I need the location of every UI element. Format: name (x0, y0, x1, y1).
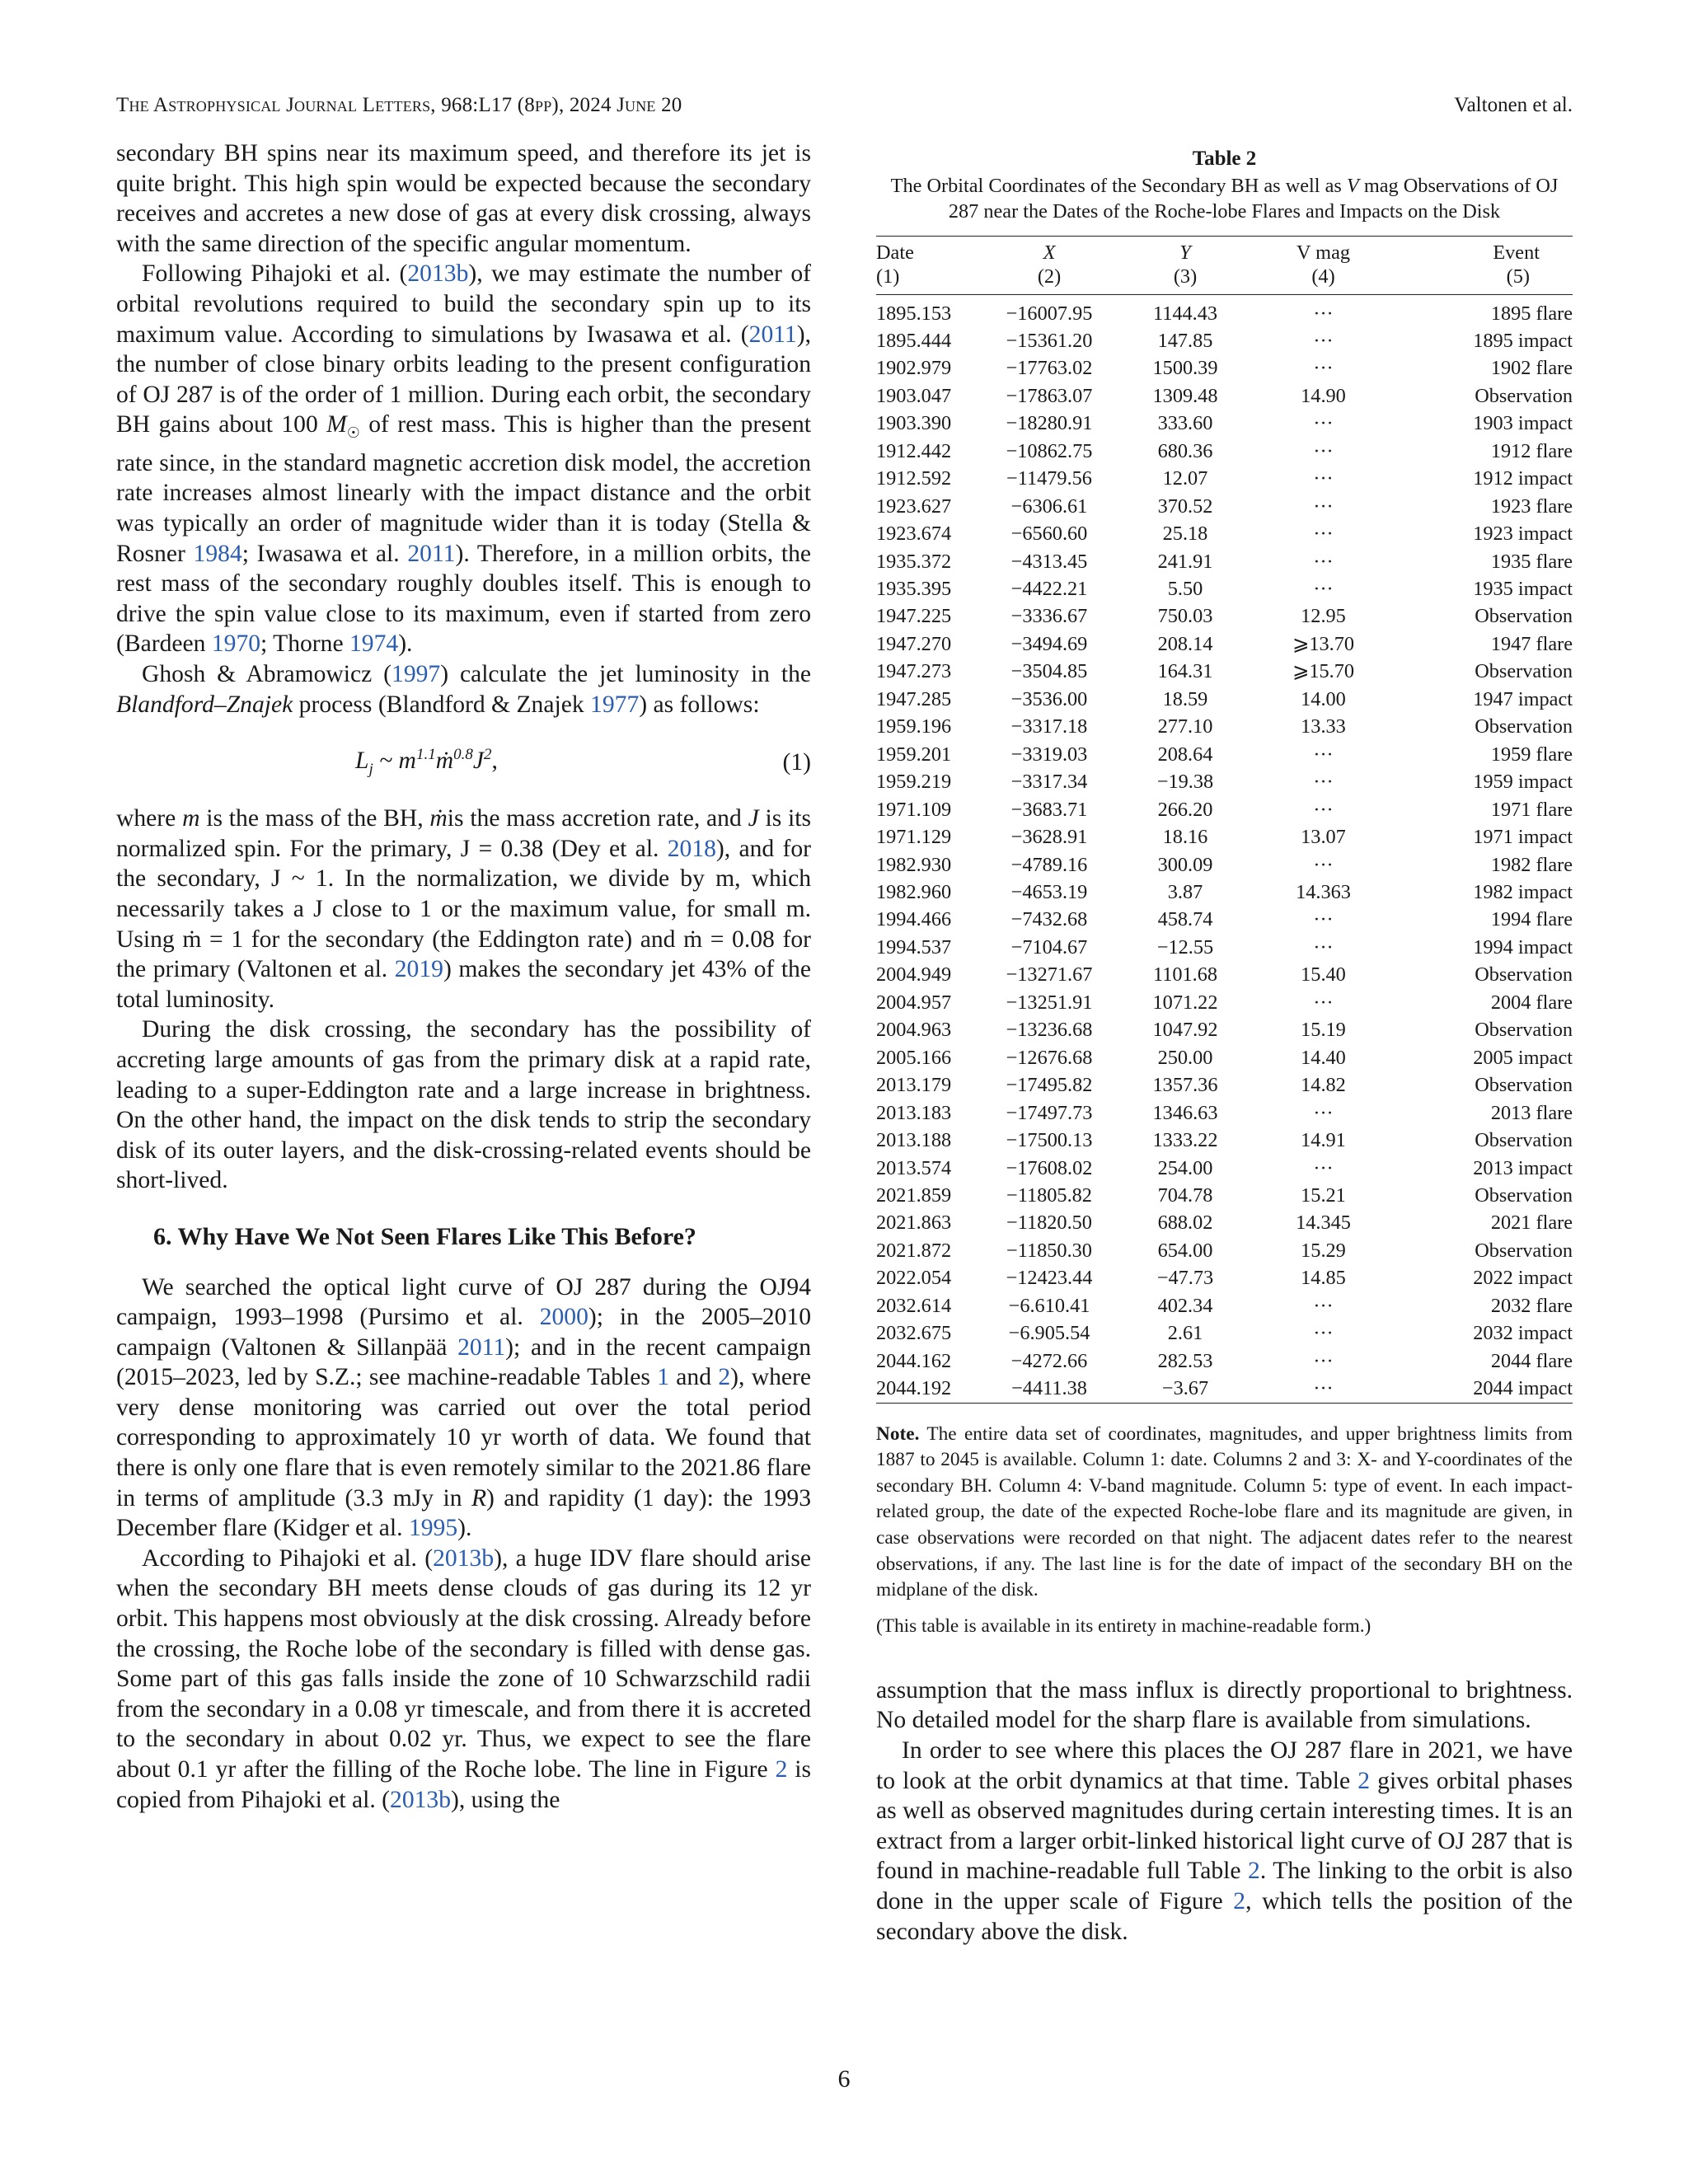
cell-x: −3317.18 (1010, 715, 1088, 738)
table-row (876, 934, 1573, 961)
cell-vmag: ··· (1313, 550, 1334, 573)
cell-event: Observation (1475, 1239, 1573, 1262)
table-row (876, 465, 1573, 492)
cell-event: Observation (1475, 1129, 1573, 1152)
citation-link[interactable]: 2019 (394, 956, 443, 983)
column-number: (2) (1037, 265, 1062, 288)
cell-x: −17608.02 (1006, 1156, 1093, 1179)
left-column (116, 138, 811, 1815)
cell-y: 1309.48 (1152, 384, 1218, 407)
cell-date: 2004.949 (876, 963, 952, 987)
citation-link[interactable]: 1984 (193, 540, 242, 567)
cell-y: 750.03 (1157, 605, 1213, 628)
cell-event: 1935 flare (1490, 550, 1573, 573)
cell-vmag: ··· (1313, 1322, 1334, 1345)
table-row (876, 906, 1573, 933)
cell-vmag: 14.40 (1301, 1046, 1346, 1069)
cell-event: Observation (1475, 660, 1573, 683)
table-row (876, 295, 1573, 327)
cell-date: 1895.444 (876, 329, 952, 352)
cell-date: 1947.225 (876, 605, 952, 628)
table-row (876, 796, 1573, 823)
cell-x: −6.610.41 (1008, 1294, 1090, 1317)
cell-date: 2032.675 (876, 1322, 952, 1345)
table-body (876, 295, 1573, 1403)
cell-date: 1971.109 (876, 798, 952, 821)
table-row (876, 438, 1573, 465)
table-row (876, 686, 1573, 713)
cell-event: 1935 impact (1473, 578, 1573, 601)
table-link[interactable]: 2 (1248, 1858, 1260, 1885)
cell-date: 2004.957 (876, 991, 952, 1014)
cell-x: −10862.75 (1006, 439, 1093, 462)
cell-event: 2013 flare (1490, 1101, 1573, 1124)
cell-vmag: 15.21 (1301, 1184, 1346, 1207)
cell-x: −16007.95 (1006, 302, 1093, 325)
paragraph: We searched the optical light curve of OJ 287 during the OJ94 campaign, 1993–1998 (Pursimo et al. 2000); in the 2005–2010 campaign (Valtonen & Sillanpää 2011); and in the recent campaign (2015–2023, led by S.Z.; see machine-readable Tables 1 and 2), where very dense monitoring was carried out over the total period corresponding to approximately 10 yr worth of data. We found that there is only one flare that is even remotely similar to the 2021.86 flare in terms of amplitude (3.3 mJy in R) and rapidity (1 day): the 1993 December flare (Kidger et al. 1995). (116, 1273, 811, 1542)
cell-y: 1500.39 (1152, 357, 1218, 380)
right-body-text (876, 1675, 1573, 1947)
paragraph: In order to see where this places the OJ 287 flare in 2021, we have to look at the orbit dynamics at that time. Table 2 gives orbital phases as well as observed magnitudes during certain interesting times. It is an extract from a larger orbit-linked historical light curve of OJ 287 that is found in machine-readable full Table 2. The linking to the orbit is also done in the upper scale of Figure 2, which tells the position of the secondary above the disk. (876, 1736, 1573, 1945)
cell-x: −17500.13 (1006, 1129, 1093, 1152)
cell-y: 654.00 (1157, 1239, 1213, 1262)
cell-x: −12676.68 (1006, 1046, 1093, 1069)
table-bottom-rule (876, 1403, 1573, 1404)
cell-y: 282.53 (1157, 1349, 1213, 1372)
cell-event: Observation (1475, 1074, 1573, 1097)
cell-y: 370.52 (1157, 494, 1213, 518)
cell-y: 1346.63 (1152, 1101, 1218, 1124)
cell-y: −12.55 (1156, 935, 1214, 958)
cell-y: 5.50 (1167, 578, 1203, 601)
paragraph: Ghosh & Abramowicz (1997) calculate the jet luminosity in the Blandford–Znajek process (Blandford & Znajek 1977) as follows: (116, 661, 812, 718)
cell-event: 1902 flare (1490, 357, 1573, 380)
table-row (876, 823, 1573, 851)
cell-vmag: ··· (1313, 798, 1334, 821)
cell-vmag: 14.00 (1301, 687, 1346, 710)
cell-vmag: ··· (1313, 467, 1334, 490)
table-link[interactable]: 2 (1357, 1767, 1371, 1794)
cell-vmag: ··· (1313, 578, 1334, 601)
cell-x: −13251.91 (1006, 991, 1093, 1014)
column-number: (5) (1506, 265, 1530, 288)
paragraph: where m is the mass of the BH, ṁis the mass accretion rate, and J is its normalized spin. For the primary, J = 0.38 (Dey et al. 2018), and for the secondary, J ~ 1. In the normalization, we divide by m, which necessarily takes a J close to 1 or the maximum value, for small m. Using ṁ = 1 for the secondary (the Eddington rate) and ṁ = 0.08 for the primary (Valtonen et al. 2019) makes the secondary jet 43% of the total luminosity. (116, 805, 811, 1013)
cell-vmag: ··· (1313, 935, 1334, 958)
table-title: Table 2 (1192, 148, 1257, 170)
cell-date: 2013.188 (876, 1129, 952, 1152)
cell-x: −11850.30 (1006, 1239, 1092, 1262)
table-row (876, 1209, 1573, 1236)
cell-event: 1959 flare (1490, 743, 1573, 766)
cell-vmag: ⩾15.70 (1292, 660, 1355, 683)
cell-vmag: ⩾13.70 (1292, 632, 1355, 655)
cell-y: 1333.22 (1152, 1129, 1218, 1152)
equation-1 (116, 738, 811, 787)
cell-event: 1912 flare (1490, 439, 1573, 462)
column-header-event: Event (1493, 241, 1540, 264)
cell-vmag: 14.91 (1301, 1129, 1346, 1152)
cell-event: 1982 flare (1490, 853, 1573, 876)
table-row (876, 602, 1573, 630)
citation-link[interactable]: 2011 (748, 321, 797, 348)
cell-vmag: ··· (1313, 771, 1334, 794)
cell-event: 1982 impact (1473, 881, 1573, 904)
citation-link[interactable]: 1977 (590, 691, 640, 718)
cell-event: 1895 flare (1490, 302, 1573, 325)
running-header-journal: The Astrophysical Journal Letters, 968:L17 (8pp), 2024 June 20 (116, 94, 682, 116)
cell-event: Observation (1475, 1184, 1573, 1207)
cell-y: 241.91 (1157, 550, 1213, 573)
cell-event: 1971 impact (1473, 826, 1573, 849)
cell-date: 1935.395 (876, 578, 952, 601)
cell-date: 1959.201 (876, 743, 952, 766)
table-row (876, 768, 1573, 795)
table-link[interactable]: 1 (657, 1364, 669, 1391)
cell-event: 2013 impact (1473, 1156, 1573, 1179)
cell-event: Observation (1475, 715, 1573, 738)
column-header-date: Date (876, 241, 914, 264)
page-number: 6 (837, 2065, 851, 2093)
citation-link[interactable]: 2018 (667, 835, 716, 862)
cell-event: 1903 impact (1473, 412, 1573, 435)
cell-x: −3628.91 (1010, 826, 1088, 849)
cell-x: −4272.66 (1010, 1349, 1088, 1372)
cell-x: −12423.44 (1006, 1267, 1093, 1290)
table-row (876, 354, 1573, 382)
cell-x: −4422.21 (1010, 578, 1088, 601)
cell-date: 1982.930 (876, 853, 952, 876)
cell-vmag: 13.33 (1301, 715, 1346, 738)
cell-event: 1947 flare (1490, 632, 1573, 655)
cell-y: 3.87 (1167, 881, 1203, 904)
cell-date: 1971.129 (876, 826, 952, 849)
column-header-x: X (1043, 241, 1056, 264)
cell-y: 458.74 (1157, 908, 1213, 931)
right-column (876, 147, 1573, 1947)
cell-x: −11479.56 (1006, 467, 1092, 490)
cell-x: −17495.82 (1006, 1074, 1093, 1097)
cell-vmag: ··· (1313, 439, 1334, 462)
cell-date: 2044.192 (876, 1377, 952, 1400)
cell-vmag: 14.90 (1301, 384, 1346, 407)
cell-event: 2022 impact (1473, 1267, 1573, 1290)
cell-event: Observation (1475, 963, 1573, 987)
citation-link[interactable]: 2013b (433, 1544, 495, 1572)
table-row (876, 989, 1573, 1016)
table-row (876, 1237, 1573, 1264)
table-row (876, 1347, 1573, 1375)
table-note: Note. The entire data set of coordinates, magnitudes, and upper brightness limits from 1887 to 2045 is available. Column 1: date. Columns 2 and 3: X- and Y-coordinates of the secondary BH. Column 4: V-band magnitude. Column 5: type of event. In each impact-related group, the date of the expected Roche-lobe flare and its magnitude are given, in case observations were recorded on that night. The adjacent dates refer to the nearest observations, if any. The last line is for the date of impact of the secondary BH on the midplane of the disk. (876, 1422, 1573, 1601)
cell-date: 2032.614 (876, 1294, 952, 1317)
cell-x: −3683.71 (1010, 798, 1088, 821)
cell-event: 1923 flare (1490, 494, 1573, 518)
cell-y: 1101.68 (1152, 963, 1218, 987)
cell-x: −3536.00 (1010, 687, 1088, 710)
cell-y: −3.67 (1161, 1377, 1209, 1400)
cell-date: 1947.273 (876, 660, 952, 683)
cell-x: −15361.20 (1006, 329, 1093, 352)
cell-vmag: 12.95 (1301, 605, 1346, 628)
table-row (876, 1016, 1573, 1043)
cell-vmag: 14.363 (1296, 881, 1351, 904)
cell-vmag: ··· (1313, 1349, 1334, 1372)
cell-y: 277.10 (1157, 715, 1213, 738)
cell-x: −6306.61 (1010, 494, 1088, 518)
cell-x: −13271.67 (1006, 963, 1093, 987)
table-row (876, 1375, 1573, 1402)
cell-vmag: ··· (1313, 523, 1334, 546)
citation-link[interactable]: 1995 (408, 1515, 458, 1542)
cell-y: 300.09 (1157, 853, 1213, 876)
table-row (876, 1127, 1573, 1154)
cell-y: 164.31 (1157, 660, 1213, 683)
cell-vmag: ··· (1313, 302, 1334, 325)
table-row (876, 658, 1573, 685)
cell-y: 12.07 (1162, 467, 1208, 490)
cell-date: 2021.863 (876, 1212, 952, 1235)
cell-y: 402.34 (1157, 1294, 1213, 1317)
cell-event: 2032 flare (1490, 1294, 1573, 1317)
cell-date: 2021.872 (876, 1239, 952, 1262)
cell-date: 1994.537 (876, 935, 952, 958)
table-link[interactable]: 2 (718, 1364, 731, 1391)
cell-date: 1902.979 (876, 357, 952, 380)
cell-y: 2.61 (1167, 1322, 1203, 1345)
cell-vmag: ··· (1313, 494, 1334, 518)
citation-link[interactable]: 2011 (457, 1333, 506, 1361)
cell-event: 2032 impact (1473, 1322, 1573, 1345)
cell-event: Observation (1475, 384, 1573, 407)
citation-link[interactable]: 2000 (539, 1304, 588, 1331)
cell-x: −4411.38 (1011, 1377, 1087, 1400)
cell-x: −11820.50 (1006, 1212, 1092, 1235)
cell-event: Observation (1475, 1019, 1573, 1042)
table-row (876, 548, 1573, 575)
cell-date: 1903.390 (876, 412, 952, 435)
cell-x: −3319.03 (1010, 743, 1088, 766)
cell-date: 1912.592 (876, 467, 952, 490)
cell-vmag: ··· (1313, 853, 1334, 876)
cell-x: −4313.45 (1010, 550, 1088, 573)
table-row (876, 713, 1573, 740)
cell-y: 688.02 (1157, 1212, 1213, 1235)
cell-vmag: 14.85 (1301, 1267, 1346, 1290)
cell-date: 1994.466 (876, 908, 952, 931)
cell-date: 1923.674 (876, 523, 952, 546)
cell-x: −17863.07 (1006, 384, 1093, 407)
equation-formula: $L_j$ ~ $m^{1.1}ṁ^{0.8}J^2$, (355, 746, 498, 778)
table-row (876, 575, 1573, 602)
cell-y: 704.78 (1157, 1184, 1213, 1207)
cell-date: 2013.179 (876, 1074, 952, 1097)
cell-vmag: ··· (1313, 412, 1334, 435)
cell-vmag: ··· (1313, 357, 1334, 380)
cell-x: −11805.82 (1006, 1184, 1092, 1207)
cell-vmag: 15.19 (1301, 1019, 1346, 1042)
column-header-vmag: V mag (1296, 241, 1350, 264)
column-number: (1) (876, 265, 900, 288)
cell-vmag: 13.07 (1301, 826, 1346, 849)
cell-x: −7104.67 (1010, 935, 1088, 958)
cell-event: 2005 impact (1473, 1046, 1573, 1069)
cell-vmag: 14.82 (1301, 1074, 1346, 1097)
cell-date: 2044.162 (876, 1349, 952, 1372)
citation-link[interactable]: 1997 (392, 661, 441, 687)
table-row (876, 1292, 1573, 1319)
cell-y: 266.20 (1157, 798, 1213, 821)
cell-x: −7432.68 (1010, 908, 1088, 931)
cell-date: 1895.153 (876, 302, 952, 325)
cell-date: 1947.285 (876, 687, 952, 710)
figure-link[interactable]: 2 (775, 1756, 788, 1783)
cell-date: 1959.219 (876, 771, 952, 794)
cell-date: 1959.196 (876, 715, 952, 738)
citation-link[interactable]: 2011 (407, 540, 456, 567)
cell-y: 1071.22 (1152, 991, 1218, 1014)
running-header-authors: Valtonen et al. (1454, 94, 1573, 116)
cell-date: 2013.183 (876, 1101, 952, 1124)
cell-vmag: 15.29 (1301, 1239, 1346, 1262)
cell-x: −17497.73 (1006, 1101, 1093, 1124)
cell-x: −4653.19 (1010, 881, 1088, 904)
table-row (876, 630, 1573, 658)
cell-y: −47.73 (1156, 1267, 1214, 1290)
cell-vmag: ··· (1313, 1101, 1334, 1124)
cell-y: 18.59 (1162, 687, 1208, 710)
cell-event: 2021 flare (1490, 1212, 1573, 1235)
cell-x: −3494.69 (1010, 632, 1088, 655)
cell-y: 680.36 (1157, 439, 1213, 462)
cell-event: 1923 impact (1473, 523, 1573, 546)
table-row (876, 961, 1573, 988)
cell-y: 25.18 (1162, 523, 1208, 546)
citation-link[interactable]: 2013b (407, 260, 469, 288)
column-number: (3) (1173, 265, 1198, 288)
table-row (876, 1071, 1573, 1099)
table-row (876, 879, 1573, 906)
cell-event: 1959 impact (1473, 771, 1573, 794)
cell-date: 1903.047 (876, 384, 952, 407)
cell-event: 1947 impact (1473, 687, 1573, 710)
cell-date: 1947.270 (876, 632, 952, 655)
cell-x: −3504.85 (1010, 660, 1088, 683)
cell-x: −13236.68 (1006, 1019, 1093, 1042)
cell-y: 1047.92 (1152, 1019, 1218, 1042)
cell-y: 1144.43 (1152, 302, 1218, 325)
section-heading: 6. Why Have We Not Seen Flares Like This Before? (153, 1222, 696, 1250)
cell-date: 2022.054 (876, 1267, 952, 1290)
cell-x: −17763.02 (1006, 357, 1093, 380)
cell-x: −3317.34 (1010, 771, 1088, 794)
cell-vmag: ··· (1313, 908, 1334, 931)
table-row (876, 410, 1573, 437)
cell-event: 2044 impact (1473, 1377, 1573, 1400)
cell-date: 1923.627 (876, 494, 952, 518)
cell-x: −3336.67 (1010, 605, 1088, 628)
cell-vmag: 15.40 (1301, 963, 1346, 987)
cell-date: 2005.166 (876, 1046, 952, 1069)
cell-date: 1912.442 (876, 439, 952, 462)
cell-event: 1994 flare (1490, 908, 1573, 931)
paragraph: According to Pihajoki et al. (2013b), a huge IDV flare should arise when the secondary BH meets dense clouds of gas during its 12 yr orbit. This happens most obviously at the disk crossing. Already before the crossing, the Roche lobe of the secondary is filled with dense gas. Some part of this gas falls inside the zone of 10 Schwarzschild radii from the secondary in a 0.08 yr timescale, and from there it is accreted to the secondary in about 0.02 yr. Thus, we expect to see the flare about 0.1 yr after the filling of the Roche lobe. The line in Figure 2 is copied from Pihajoki et al. (2013b), using the (116, 1544, 811, 1813)
column-number: (4) (1311, 265, 1335, 288)
cell-y: −19.38 (1156, 771, 1214, 794)
cell-event: 2004 flare (1490, 991, 1573, 1014)
cell-event: 2044 flare (1490, 1349, 1573, 1372)
cell-date: 1982.960 (876, 881, 952, 904)
cell-y: 18.16 (1162, 826, 1208, 849)
cell-x: −4789.16 (1010, 853, 1088, 876)
cell-vmag: ··· (1313, 743, 1334, 766)
cell-event: 1994 impact (1473, 935, 1573, 958)
cell-date: 2021.859 (876, 1184, 952, 1207)
cell-vmag: ··· (1313, 1377, 1334, 1400)
cell-y: 250.00 (1157, 1046, 1213, 1069)
figure-link[interactable]: 2 (1233, 1887, 1246, 1915)
cell-x: −18280.91 (1006, 412, 1093, 435)
table-row (876, 1182, 1573, 1209)
paragraph: During the disk crossing, the secondary has the possibility of accreting large amounts of gas from the primary disk at a rapid rate, leading to a super-Eddington rate and a large increase in brightness. On the other hand, the impact on the disk tends to strip the secondary disk of its outer layers, and the disk-crossing-related events should be short-lived. (116, 1016, 811, 1194)
cell-event: 1971 flare (1490, 798, 1573, 821)
paragraph: Following Pihajoki et al. (2013b), we may estimate the number of orbital revolutions required to build the secondary spin up to its maximum value. According to simulations by Iwasawa et al. (2011), the number of close binary orbits leading to the present configuration of OJ 287 is of the order of 1 million. During each orbit, the secondary BH gains about 100 $M_☉$ of rest mass. This is higher than the present rate since, in the standard magnetic accretion disk model, the accretion rate increases almost linearly with the impact distance and the orbit was typically an order of magnitude wider than it is today (Stella & Rosner 1984; Iwasawa et al. 2011). Therefore, in a million orbits, the rest mass of the secondary roughly doubles itself. This is enough to drive the spin value close to its maximum, even if started from zero (Bardeen 1970; Thorne 1974). (116, 260, 811, 658)
cell-event: Observation (1475, 605, 1573, 628)
cell-y: 208.64 (1157, 743, 1213, 766)
equation-number: (1) (782, 748, 811, 776)
cell-event: 1895 impact (1473, 329, 1573, 352)
table-row (876, 1155, 1573, 1182)
table-row (876, 493, 1573, 520)
cell-x: −6560.60 (1010, 523, 1088, 546)
cell-event: 1912 impact (1473, 467, 1573, 490)
cell-y: 333.60 (1157, 412, 1213, 435)
cell-y: 1357.36 (1152, 1074, 1218, 1097)
cell-y: 208.14 (1157, 632, 1213, 655)
data-table (876, 237, 1573, 1403)
cell-vmag: ··· (1313, 1294, 1334, 1317)
cell-y: 254.00 (1157, 1156, 1213, 1179)
paragraph: assumption that the mass influx is directly proportional to brightness. No detailed model for the sharp flare is available from simulations. (876, 1676, 1573, 1734)
cell-date: 2004.963 (876, 1019, 952, 1042)
table-row (876, 327, 1573, 354)
column-header-y: Y (1179, 241, 1191, 264)
citation-link[interactable]: 2013b (390, 1786, 452, 1813)
table-row (876, 851, 1573, 879)
table-row (876, 1099, 1573, 1127)
cell-y: 147.85 (1157, 329, 1213, 352)
table-row (876, 382, 1573, 410)
cell-vmag: 14.345 (1296, 1212, 1351, 1235)
cell-vmag: ··· (1313, 1156, 1334, 1179)
citation-link[interactable]: 1970 (211, 630, 261, 658)
cell-date: 1935.372 (876, 550, 952, 573)
table-availability: (This table is available in its entirety in machine-readable form.) (876, 1615, 1372, 1637)
table-row (876, 520, 1573, 547)
cell-vmag: ··· (1313, 329, 1334, 352)
cell-date: 2013.574 (876, 1156, 952, 1179)
table-row (876, 741, 1573, 768)
citation-link[interactable]: 1974 (349, 630, 399, 658)
cell-vmag: ··· (1313, 991, 1334, 1014)
cell-x: −6.905.54 (1008, 1322, 1090, 1345)
table-caption: The Orbital Coordinates of the Secondary BH as well as V mag Observations of OJ 287 near the Dates of the Roche-lobe Flares and Impacts on the Disk (890, 175, 1559, 223)
table-row (876, 1044, 1573, 1071)
table-row (876, 1319, 1573, 1347)
paragraph: secondary BH spins near its maximum speed, and therefore its jet is quite bright. This high spin would be expected because the secondary receives and accretes a new dose of gas at every disk crossing, always with the same direction of the specific angular momentum. (116, 140, 811, 257)
table-row (876, 1264, 1573, 1291)
